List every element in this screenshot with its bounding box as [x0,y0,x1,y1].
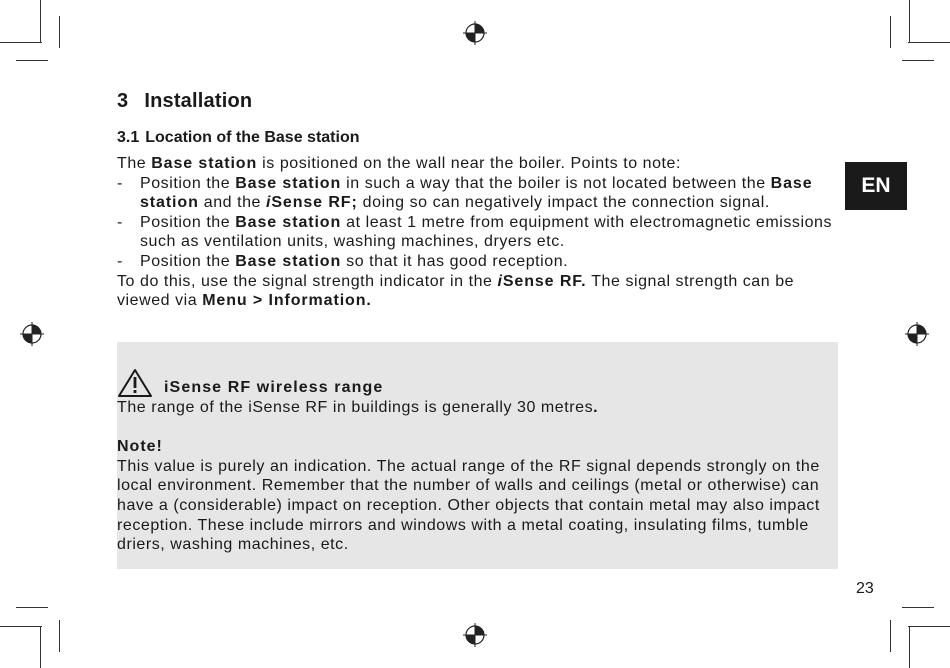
crop-mark [909,0,910,42]
crop-mark [0,626,42,627]
subsection-title: Location of the Base station [145,129,360,146]
crop-mark [59,620,60,652]
note-title: iSense RF wireless range [164,379,384,396]
page-number: 23 [856,580,874,597]
language-badge: EN [845,162,907,210]
warning-row [117,378,838,398]
section-title: Installation [144,90,253,112]
section-number: 3 [117,90,129,112]
list-item: - Position the Base station at least 1 metre from equipment with electromagnetic emissions such as ventilation units, washing machines, dryers etc. [117,213,833,251]
note-box [117,342,838,569]
crop-mark [890,620,891,652]
warning-triangle-icon [117,368,153,398]
subsection-heading [117,129,360,147]
registration-mark-icon [20,322,44,346]
crop-mark [16,60,48,61]
crop-mark [902,60,934,61]
note-text: This value is purely an indication. The actual range of the RF signal depends strongly on the local environment. Remember that the number of walls and ceilings (metal or otherwise) can have a (considerable) impact on reception. Other objects that contain metal may also impact reception. These include mirrors and windows with a metal coating, insulating films, tumble driers, washing machines, etc. [117,457,820,554]
registration-mark-icon [905,322,929,346]
crop-mark [0,42,42,43]
crop-mark [902,607,934,608]
crop-mark [59,16,60,48]
list-item: - Position the Base station in such a way that the boiler is not located between the Base station and the iSense RF; doing so can negatively impact the connection signal. [117,174,813,212]
note-content [117,378,838,555]
crop-mark [908,626,950,627]
section-heading [117,90,252,113]
crop-mark [40,626,41,668]
crop-mark [16,607,48,608]
list-item: - Position the Base station so that it has good reception. [117,252,569,270]
registration-mark-icon [463,623,487,647]
range-text: The range of the iSense RF in buildings is generally 30 metres. [117,399,599,416]
note-label: Note! [117,438,163,456]
registration-mark-icon [463,21,487,45]
intro-paragraph: The Base station is positioned on the wall near the boiler. Points to note: [117,155,681,172]
crop-mark [40,0,41,42]
body-text [117,154,847,311]
crop-mark [908,42,950,43]
outro-paragraph: To do this, use the signal strength indicator in the iSense RF. The signal strength can be viewed via Menu > Information. [117,272,795,310]
subsection-number: 3.1 [117,129,140,146]
crop-mark [909,626,910,668]
crop-mark [890,16,891,48]
